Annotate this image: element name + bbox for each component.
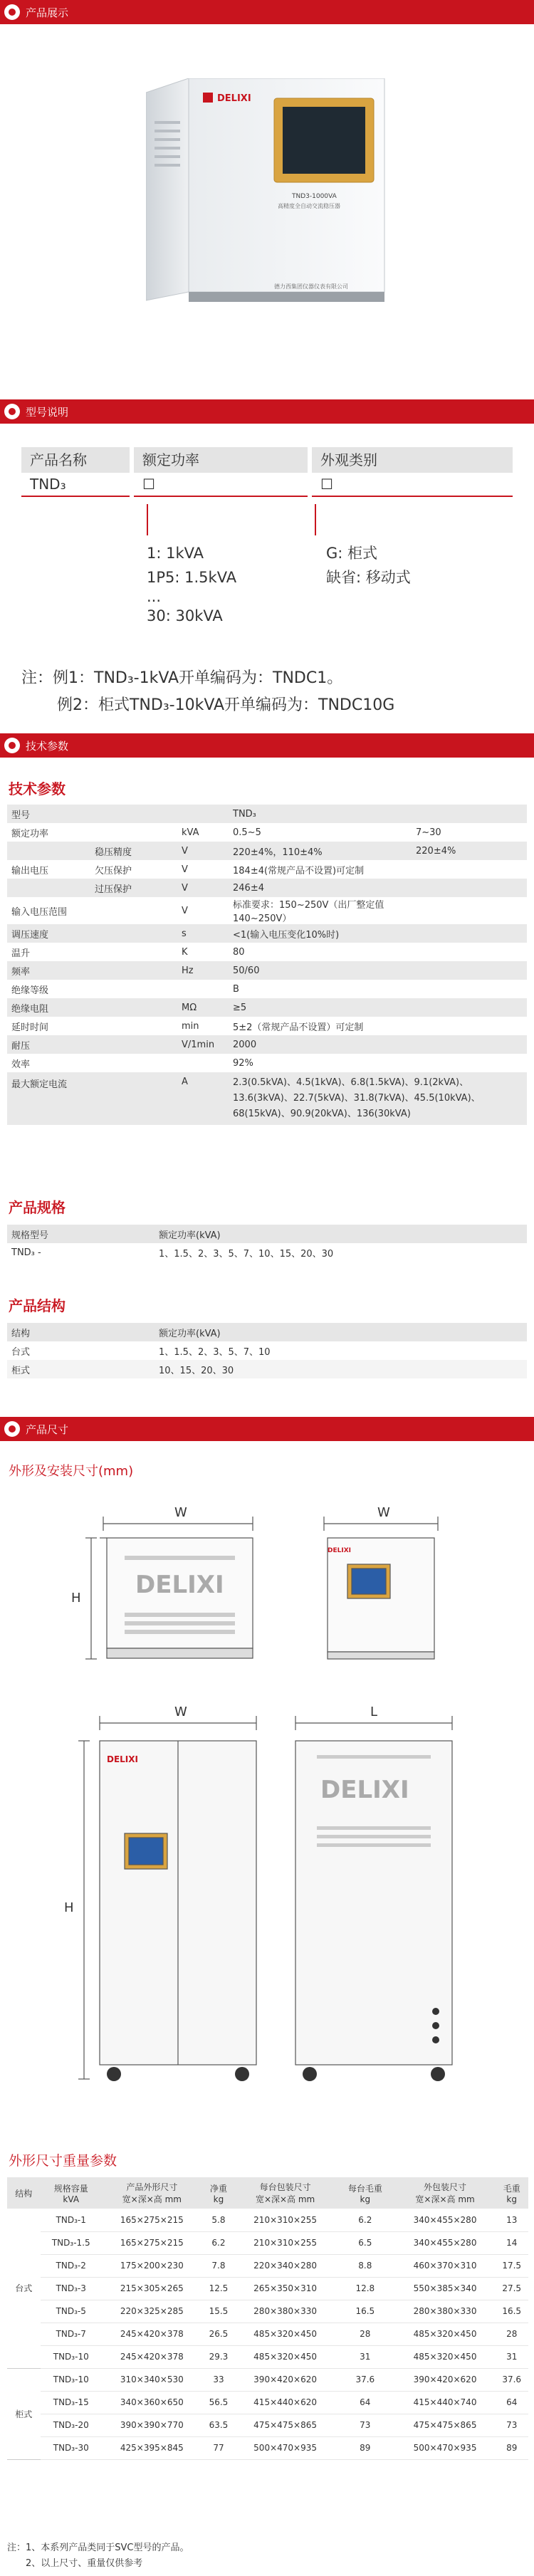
notes-prefix: 注：: [21, 669, 53, 687]
weights-header: 结构: [15, 2188, 33, 2199]
section-title: 技术参数: [26, 739, 69, 753]
weights-row: [7, 2323, 528, 2345]
tech-cell: [412, 879, 527, 897]
footer-note: 注：1、本系列产品类同于SVC型号的产品。: [7, 2543, 189, 2553]
tech-row: [7, 823, 527, 842]
weights-cell: 485×320×450: [235, 2345, 335, 2368]
model-header-power: 额定功率: [134, 447, 308, 473]
tech-cell: [90, 943, 177, 961]
weights-cell: 340×455×280: [395, 2209, 496, 2231]
tech-cell: Hz: [182, 965, 194, 976]
weights-cell: 210×310×255: [235, 2231, 335, 2254]
weights-cell: 37.6: [335, 2368, 395, 2391]
tech-cell: [7, 842, 90, 860]
weights-cell: 31: [495, 2345, 528, 2368]
tech-cell: [412, 1054, 527, 1072]
weights-row: [7, 2345, 528, 2368]
section-bar: [0, 399, 534, 424]
weights-row: [7, 2368, 528, 2391]
tech-cell: MΩ: [182, 1002, 197, 1013]
tech-cell: [90, 1035, 177, 1054]
tech-cell: 输入电压范围: [11, 906, 68, 918]
max-current-line: 68(15kVA)、90.9(20kVA)、136(30kVA): [233, 1109, 411, 1119]
weights-cell: 26.5: [202, 2323, 236, 2345]
tech-cell: [412, 924, 527, 943]
weights-cell: 220×325×285: [102, 2300, 202, 2323]
weights-cell: TND₃-3: [41, 2277, 102, 2300]
note-example1: 例1：TND₃-1kVA开单编码为：TNDC1。: [53, 669, 343, 687]
tech-cell: V: [182, 845, 188, 857]
type-option: G: 柜式: [326, 545, 378, 562]
power-option: 30: 30kVA: [147, 607, 223, 624]
tech-cell: [412, 998, 527, 1017]
tech-cell: 欠压保护: [95, 865, 132, 876]
tech-cell: 耐压: [11, 1040, 31, 1052]
weights-cell: TND₃-1: [41, 2209, 102, 2231]
section-bar: [0, 1417, 534, 1441]
weights-header: 规格容量 kVA: [53, 2183, 88, 2204]
spec-heading: 产品规格: [9, 1199, 66, 1216]
tech-row: [7, 924, 527, 943]
product-image: [146, 78, 388, 313]
tech-cell: V: [182, 905, 188, 916]
structure-cell: 台式: [11, 1346, 31, 1358]
weights-cell: 390×390×770: [102, 2414, 202, 2436]
model-row-power: ☐: [134, 476, 308, 497]
weights-cell: 390×420×620: [395, 2368, 496, 2391]
weights-cell: 29.3: [202, 2345, 236, 2368]
weights-cell: 7.8: [202, 2254, 236, 2277]
tech-table: [7, 805, 527, 1125]
spec-cell: TND₃ -: [11, 1247, 41, 1258]
weights-cell: 390×420×620: [235, 2368, 335, 2391]
dims-heading: 外形及安装尺寸(mm): [9, 1464, 134, 1479]
weights-cell: 460×370×310: [395, 2254, 496, 2277]
tech-cell: [412, 1035, 527, 1054]
tech-cell: 5±2（常规产品不设置）可定制: [233, 1022, 364, 1033]
structure-cell: 1、1.5、2、3、5、7、10: [159, 1346, 271, 1358]
tech-cell: 80: [233, 946, 245, 958]
power-option: 1: 1kVA: [147, 545, 204, 562]
tech-cell: [412, 860, 527, 879]
tech-cell: ≥5: [233, 1002, 247, 1013]
section-dot-icon: [4, 738, 20, 753]
section-bar: [0, 733, 534, 758]
weights-cell: 13: [495, 2209, 528, 2231]
tech-row: [7, 1072, 527, 1125]
tech-cell: 频率: [11, 966, 31, 978]
weights-cell: 340×455×280: [395, 2231, 496, 2254]
tech-cell: 最大额定电流: [11, 1079, 68, 1090]
tech-row: [7, 998, 527, 1017]
max-current-line: 2.3(0.5kVA)、4.5(1kVA)、6.8(1.5kVA)、9.1(2kVA)、: [233, 1077, 469, 1088]
tech-cell: 绝缘电阻: [11, 1003, 49, 1015]
weights-cell: 485×320×450: [395, 2345, 496, 2368]
weights-cell: 500×470×935: [395, 2436, 496, 2459]
tech-row: [7, 1054, 527, 1072]
tech-cell: V: [182, 864, 188, 875]
tech-cell: 220±4%: [416, 845, 456, 857]
section-dot-icon: [4, 404, 20, 419]
section-title: 型号说明: [26, 405, 69, 419]
weights-cell: 15.5: [202, 2300, 236, 2323]
tech-cell: <1(输入电压变化10%时): [233, 929, 340, 941]
weights-cell: TND₃-7: [41, 2323, 102, 2345]
tech-row: [7, 897, 527, 924]
tech-row: [7, 943, 527, 961]
spec-cell: 1、1.5、2、3、5、7、10、15、20、30: [159, 1248, 334, 1260]
footer-note: 2、以上尺寸、重量仅供参考: [26, 2558, 143, 2569]
tech-cell: [7, 879, 90, 897]
tech-cell: [412, 943, 527, 961]
tech-cell: V: [182, 882, 188, 894]
weights-cell: 77: [202, 2436, 236, 2459]
product-name-label: 高精度全自动交流稳压器: [278, 203, 340, 209]
tech-cell: 调压速度: [11, 929, 49, 941]
tech-cell: [90, 924, 177, 943]
weights-cell: TND₃-1.5: [41, 2231, 102, 2254]
brand-logo: DELIXI: [320, 1776, 409, 1804]
tech-row: [7, 1035, 527, 1054]
weights-header: 每台毛重 kg: [347, 2183, 382, 2204]
weights-cell: 220×340×280: [235, 2254, 335, 2277]
tech-cell: [412, 805, 527, 823]
structure-cell: 10、15、20、30: [159, 1365, 234, 1376]
structure-header: 额定功率(kVA): [159, 1328, 221, 1339]
tech-cell: [177, 980, 229, 998]
tech-cell: [90, 805, 177, 823]
weights-cell: 245×420×378: [102, 2323, 202, 2345]
weights-cell: 500×470×935: [235, 2436, 335, 2459]
tech-cell: 50/60: [233, 965, 260, 976]
tech-cell: s: [182, 928, 187, 939]
weights-cell: TND₃-30: [41, 2436, 102, 2459]
model-table: [21, 447, 513, 628]
weights-cell: 485×320×450: [235, 2323, 335, 2345]
tech-cell: 184±4(常规产品不设置)可定制: [233, 865, 365, 876]
weights-cell: 8.8: [335, 2254, 395, 2277]
tech-cell: [412, 897, 527, 924]
dim-w-label: W: [174, 1505, 187, 1520]
tech-cell: [90, 1054, 177, 1072]
dims-drawing: [0, 1485, 534, 2140]
structure-table: [7, 1323, 527, 1378]
model-label: TND3-1000VA: [292, 193, 337, 200]
weights-cell: 310×340×530: [102, 2368, 202, 2391]
weights-cell: 415×440×740: [395, 2391, 496, 2414]
tech-cell: 标准要求：150~250V（出厂整定值140~250V）: [233, 900, 384, 924]
tech-row: [7, 842, 527, 860]
weights-header: 净重 kg: [209, 2183, 227, 2204]
spec-header: 规格型号: [11, 1230, 49, 1241]
tech-cell: [90, 1072, 177, 1125]
section-title: 产品展示: [26, 6, 69, 19]
weights-cell: 6.2: [202, 2231, 236, 2254]
section-bar: [0, 0, 534, 24]
brand-logo: DELIXI: [217, 93, 251, 104]
weights-cell: TND₃-10: [41, 2345, 102, 2368]
weights-cell: 425×395×845: [102, 2436, 202, 2459]
weights-row: [7, 2277, 528, 2300]
weights-row: [7, 2231, 528, 2254]
weights-cell: 27.5: [495, 2277, 528, 2300]
weights-row: [7, 2254, 528, 2277]
tech-cell: [412, 1017, 527, 1035]
tech-cell: [412, 980, 527, 998]
tech-cell: A: [182, 1077, 188, 1087]
dim-h-label: H: [71, 1591, 81, 1606]
structure-header: 结构: [11, 1328, 31, 1339]
weights-cell: 475×475×865: [395, 2414, 496, 2436]
tech-cell: min: [182, 1020, 199, 1032]
dim-l-label: L: [370, 1705, 378, 1719]
tech-cell: 型号: [11, 810, 31, 821]
tech-cell: [90, 897, 177, 924]
weights-cell: 475×475×865: [235, 2414, 335, 2436]
weights-cell: 6.2: [335, 2209, 395, 2231]
company-label: 德力西集团仪器仪表有限公司: [274, 283, 348, 290]
tech-cell: 稳压精度: [95, 847, 132, 858]
weights-row: [7, 2436, 528, 2459]
tech-cell: 0.5~5: [233, 827, 261, 838]
tech-cell: [412, 961, 527, 980]
tech-cell: V/1min: [182, 1039, 215, 1050]
tech-cell: K: [182, 946, 188, 958]
tech-cell: [90, 823, 177, 842]
type-option: 缺省: 移动式: [326, 569, 411, 586]
weights-header: 外包装尺寸 宽×深×高 mm: [415, 2182, 475, 2204]
weights-cell: 64: [495, 2391, 528, 2414]
weights-cell: 73: [335, 2414, 395, 2436]
tech-row: [7, 980, 527, 998]
weights-cell: 165×275×215: [102, 2231, 202, 2254]
weights-cell: 415×440×620: [235, 2391, 335, 2414]
structure-heading: 产品结构: [9, 1297, 66, 1314]
weights-cell: 14: [495, 2231, 528, 2254]
brand-logo: DELIXI: [135, 1571, 224, 1599]
weights-cell: 33: [202, 2368, 236, 2391]
tech-row: [7, 805, 527, 823]
dim-w-label: W: [377, 1505, 390, 1520]
section-tech: [0, 733, 534, 758]
tech-cell: TND₃: [233, 808, 256, 820]
tech-cell: [177, 1054, 229, 1072]
weights-cell: 6.5: [335, 2231, 395, 2254]
weights-cell: 31: [335, 2345, 395, 2368]
tech-cell: [90, 980, 177, 998]
weights-cell: 12.8: [335, 2277, 395, 2300]
weights-cell: 73: [495, 2414, 528, 2436]
weights-heading: 外形尺寸重量参数: [9, 2153, 117, 2169]
weights-cell: 56.5: [202, 2391, 236, 2414]
tech-cell: 效率: [11, 1059, 31, 1070]
weights-cell: 64: [335, 2391, 395, 2414]
spec-header: 额定功率(kVA): [159, 1230, 221, 1241]
weights-cell: 89: [495, 2436, 528, 2459]
tech-cell: [229, 1072, 527, 1125]
model-header-type: 外观类别: [312, 447, 513, 473]
tech-cell: [177, 805, 229, 823]
tech-row: [7, 1017, 527, 1035]
weights-cell: 63.5: [202, 2414, 236, 2436]
tech-cell: 220±4%，110±4%: [233, 847, 323, 858]
section-product-show: [0, 0, 534, 24]
tech-row: [7, 879, 527, 897]
tech-row: [7, 860, 527, 879]
weights-cell: 265×350×310: [235, 2277, 335, 2300]
tech-cell: 额定功率: [11, 828, 49, 839]
tech-heading: 技术参数: [9, 780, 66, 797]
weights-structure-cell: 台式: [7, 2209, 41, 2368]
power-option: 1P5: 1.5kVA: [147, 569, 237, 586]
dim-h-label: H: [64, 1900, 74, 1915]
weights-cell: 165×275×215: [102, 2209, 202, 2231]
weights-cell: 280×380×330: [395, 2300, 496, 2323]
weights-cell: TND₃-20: [41, 2414, 102, 2436]
tech-cell: [90, 998, 177, 1017]
max-current-line: 13.6(3kVA)、22.7(5kVA)、31.8(7kVA)、45.5(10kVA)、: [233, 1093, 481, 1104]
weights-header: 每台包装尺寸 宽×深×高 mm: [255, 2182, 315, 2204]
weights-table: [7, 2177, 528, 2460]
weights-cell: 37.6: [495, 2368, 528, 2391]
weights-cell: 485×320×450: [395, 2323, 496, 2345]
weights-cell: 17.5: [495, 2254, 528, 2277]
section-dot-icon: [4, 1421, 20, 1437]
tech-cell: kVA: [182, 827, 199, 838]
weights-cell: 215×305×265: [102, 2277, 202, 2300]
tech-cell: 2000: [233, 1039, 257, 1050]
tech-cell: 温升: [11, 948, 31, 959]
model-header-name: 产品名称: [21, 447, 130, 473]
weights-row: [7, 2300, 528, 2323]
weights-cell: TND₃-5: [41, 2300, 102, 2323]
tech-cell: 输出电压: [11, 865, 49, 876]
weights-cell: 5.8: [202, 2209, 236, 2231]
weights-cell: TND₃-10: [41, 2368, 102, 2391]
section-dot-icon: [4, 4, 20, 20]
footer-notes: [7, 2540, 189, 2572]
tech-cell: 92%: [233, 1057, 253, 1069]
tech-cell: [90, 961, 177, 980]
tech-row: [7, 961, 527, 980]
weights-cell: 210×310×255: [235, 2209, 335, 2231]
weights-cell: 89: [335, 2436, 395, 2459]
brand-logo: DELIXI: [328, 1547, 351, 1554]
model-row-type: ☐: [312, 476, 513, 497]
section-model-desc: [0, 399, 534, 424]
weights-cell: 28: [495, 2323, 528, 2345]
weights-cell: 245×420×378: [102, 2345, 202, 2368]
section-size: [0, 1417, 534, 1441]
weights-row: [7, 2414, 528, 2436]
model-notes: [21, 665, 394, 719]
section-title: 产品尺寸: [26, 1423, 69, 1436]
weights-cell: TND₃-15: [41, 2391, 102, 2414]
tech-cell: 过压保护: [95, 884, 132, 895]
dim-w-label: W: [174, 1705, 187, 1719]
weights-cell: TND₃-2: [41, 2254, 102, 2277]
weights-cell: 550×385×340: [395, 2277, 496, 2300]
weights-header: 毛重 kg: [503, 2183, 520, 2204]
weights-row: [7, 2391, 528, 2414]
tech-cell: 7~30: [416, 827, 441, 838]
brand-logo: DELIXI: [107, 1754, 138, 1764]
weights-row: [7, 2209, 528, 2231]
tech-cell: B: [233, 983, 239, 995]
tech-cell: 延时时间: [11, 1022, 49, 1033]
weights-cell: 175×200×230: [102, 2254, 202, 2277]
power-option: ...: [147, 588, 162, 605]
weights-cell: 16.5: [335, 2300, 395, 2323]
weights-header: 产品外形尺寸 宽×深×高 mm: [122, 2182, 182, 2204]
model-row-name: TND₃: [21, 476, 130, 497]
weights-cell: 28: [335, 2323, 395, 2345]
weights-cell: 340×360×650: [102, 2391, 202, 2414]
note-example2: 例2：柜式TND₃-10kVA开单编码为：TNDC10G: [57, 696, 395, 714]
tech-cell: 绝缘等级: [11, 985, 49, 996]
structure-cell: 柜式: [11, 1365, 31, 1376]
weights-cell: 280×380×330: [235, 2300, 335, 2323]
spec-table: [7, 1225, 527, 1262]
weights-structure-cell: 柜式: [7, 2368, 41, 2459]
weights-cell: 16.5: [495, 2300, 528, 2323]
tech-cell: [90, 1017, 177, 1035]
weights-cell: 12.5: [202, 2277, 236, 2300]
tech-cell: 246±4: [233, 882, 264, 894]
